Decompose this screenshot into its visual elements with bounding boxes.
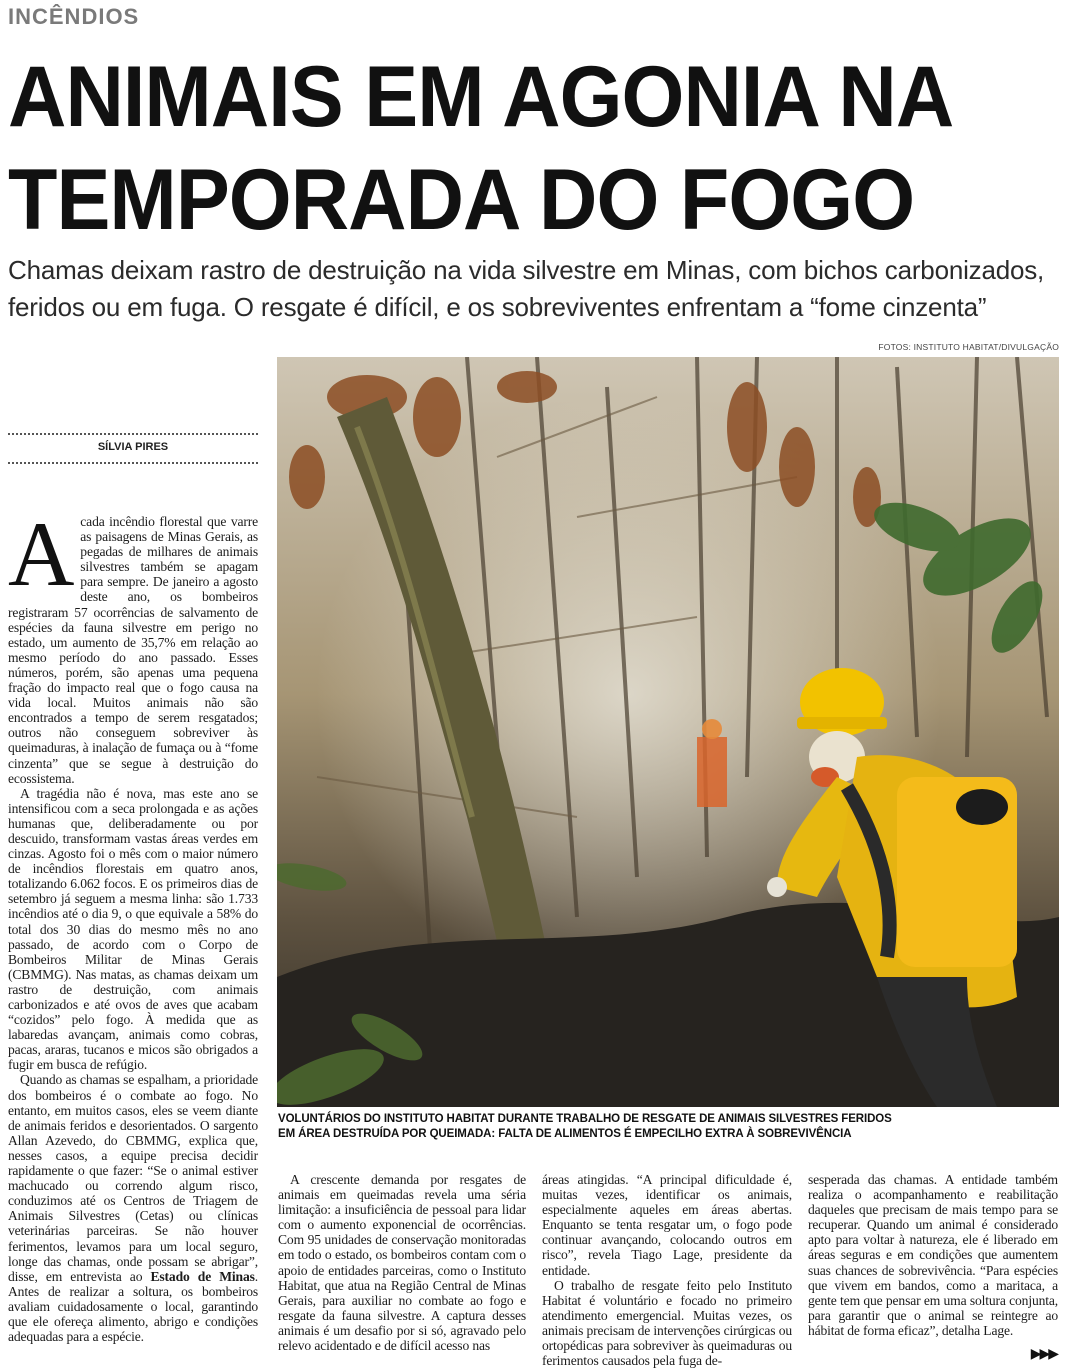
caption-line-1: VOLUNTÁRIOS DO INSTITUTO HABITAT DURANTE TRABALHO DE RESGATE DE ANIMAIS SILVESTRES FERIDOS <box>278 1113 892 1125</box>
section-tag: INCÊNDIOS <box>8 4 140 29</box>
paragraph: O trabalho de resgate feito pelo Instituto Habitat é voluntário e focado no primeiro atendimento emergencial. Muitas vezes, os animais precisam de intervenções cirúrgicas ou ortopédicas para sobreviver às queimaduras ou ferimentos causados pela fuga de- <box>542 1277 792 1368</box>
drop-cap: A <box>8 503 75 605</box>
paragraph: A crescente demanda por resgates de animais em queimadas revela uma séria limitação: a insuficiência de pessoal para lidar com o aumento exponencial de ocorrências. Com 95 unidades de conservação monitoradas em todo o estado, os bombeiros contam com o apoio de entidades parceiras, como o Instituto Habitat, que atua na Região Central de Minas Gerais, para auxiliar no combate ao fogo e resgate da fauna silvestre. A captura desses animais é um desafio por si só, agravado pelo relevo acidentado e de difícil acesso nas <box>278 1172 526 1354</box>
byline: SÍLVIA PIRES <box>97 441 169 453</box>
article-photo <box>277 357 1059 1107</box>
article-column-4 <box>808 1172 1058 1338</box>
byline-divider-bottom <box>8 462 258 464</box>
continue-arrows: ▶▶▶ <box>1030 1346 1057 1362</box>
paragraph <box>8 1072 258 1344</box>
headline-line-1: ANIMAIS EM AGONIA NA <box>8 49 954 145</box>
paragraph: áreas atingidas. “A principal dificuldade é, muitas vezes, identificar os animais, especialmente aqueles em áreas abertas. Enquanto se tenta resgatar um, o fogo pode continuar avançando, colocando outros em risco”, revela Tiago Lage, presidente da entidade. <box>542 1172 792 1278</box>
paragraph-text: Quando as chamas se espalham, a prioridade dos bombeiros é o combate ao fogo. No entanto, em muitos casos, eles se veem diante de animais feridos e desorientados. O sargento Allan Azevedo, do CBMMG, explica que, nesses casos, a equipe precisa decidir rapidamente o que fazer: “Se o animal estiver machucado ou correndo algum risco, conduzimos até os Centros de Triagem de Animais Silvestres (Cetas) ou clínicas veterinárias parceiras. Se não houver ferimentos, levamos para um local seguro, longe das chamas, onde possam se abrigar”, disse, em entrevista ao <box>8 1072 258 1284</box>
paragraph: sesperada das chamas. A entidade também realiza o acompanhamento e reabilitação daqueles que precisam de mais tempo para se recuperar. Quando um animal é considerado apto para voltar à natureza, ele é liberado em áreas seguras e em condições que aumentem suas chances de sobrevivência. “Para espécies que vivem em bandos, como a maritaca, a gente tem que pensar em uma soltura conjunta, para garantir que o animal se reintegre ao hábitat de forma eficaz”, detalha Lage. <box>808 1172 1058 1338</box>
deck-line-2: feridos ou em fuga. O resgate é difícil, e os sobreviventes enfrentam a “fome cinzenta” <box>8 292 987 322</box>
paragraph-text: . Antes de realizar a soltura, os bombeiros avaliam cuidadosamente o local, garantindo que ele ofereça alimento, abrigo e condições adequadas para a espécie. <box>8 1268 259 1345</box>
forest-fire-rescue-illustration <box>277 357 1059 1107</box>
deck <box>8 252 1058 326</box>
photo-credit: FOTOS: INSTITUTO HABITAT/DIVULGAÇÃO <box>878 342 1059 352</box>
article-column-3 <box>542 1172 792 1368</box>
paragraph <box>8 503 258 786</box>
deck-line-1: Chamas deixam rastro de destruição na vida silvestre em Minas, com bichos carbonizados, <box>8 255 1045 285</box>
paragraph: A tragédia não é nova, mas este ano se intensificou com a seca prolongada e as ações humanas que, deliberadamente ou por descuido, transformam vastas áreas verdes em cinzas. Agosto foi o mês com o maior número de incêndios florestais em quatro anos, totalizando 6.062 focos. E os primeiros dias de setembro já seguem a mesma linha: são 1.733 incêndios até o dia 9, o que equivale a 58% do total dos 30 dias do mesmo mês no ano passado, de acordo com o Corpo de Bombeiros Militar de Minas Gerais (CBMMG). Nas matas, as chamas deixam um rastro de destruição, com animais carbonizados e até ovos de aves que acabam “cozidos” pelo fogo. À medida que as labaredas avançam, animais como cobras, pacas, araras, tucanos e micos são obrigados a fugir em busca de refúgio. <box>8 785 258 1073</box>
paragraph-text: cada incêndio florestal que varre as paisagens de Minas Gerais, as pegadas de milhares de animais silvestres também se apagam para sempre. De janeiro a agosto deste ano, os bombeiros registraram 57 ocorrências de salvamento de espécies da fauna silvestre em perigo no estado, um aumento de 35,7% em relação ao mesmo período do ano passado. Esses números, porém, são apenas uma pequena fração do impacto real que o fogo causa na vida local. Muitos animais não são encontrados a tempo de serem resgatados; outros não conseguem sobreviver às queimaduras, à inalação de fumaça ou à “fome cinzenta” que se segue à destruição do ecossistema. <box>8 514 258 786</box>
byline-divider-top <box>8 433 258 435</box>
article-column-2 <box>278 1172 526 1353</box>
article-column-1 <box>8 503 259 1345</box>
photo-caption <box>278 1112 1058 1142</box>
headline <box>8 46 995 252</box>
headline-line-2: TEMPORADA DO FOGO <box>8 152 915 248</box>
caption-line-2: EM ÁREA DESTRUÍDA POR QUEIMADA: FALTA DE ALIMENTOS É EMPECILHO EXTRA À SOBREVIVÊNCIA <box>278 1128 852 1140</box>
newspaper-name: Estado de Minas <box>150 1268 255 1284</box>
